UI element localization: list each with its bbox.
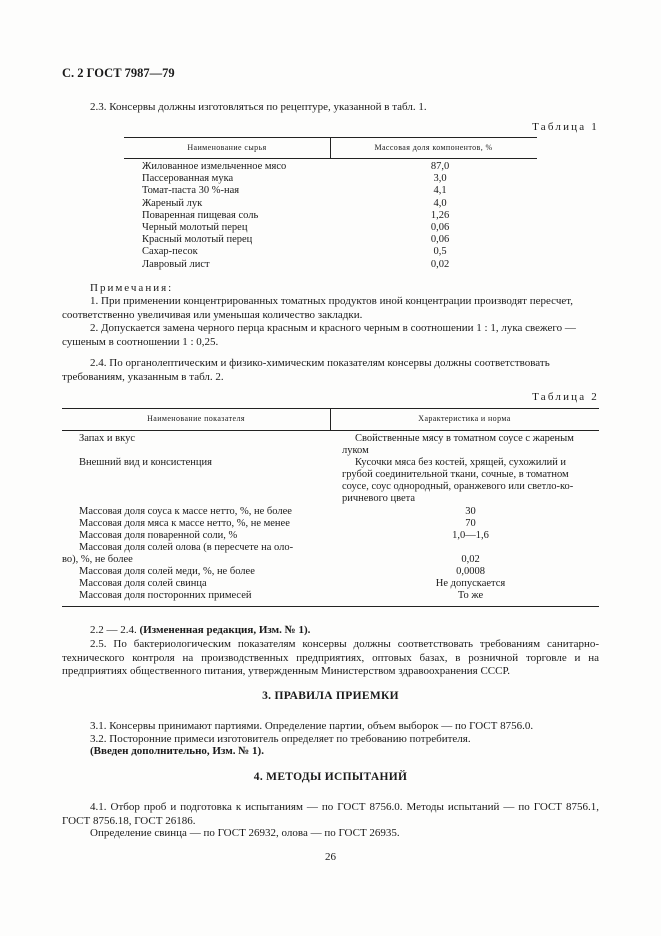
section-4-title: 4. МЕТОДЫ ИСПЫТАНИЙ <box>253 771 408 783</box>
table2-smell-name: Запах и вкус <box>79 433 136 444</box>
table1-col2-header: Массовая доля компонентов, % <box>374 143 493 152</box>
table2-look-line3: соусе, соус однородный, оранжевого или светло-ко- <box>342 481 574 492</box>
table1-row-value: 0,06 <box>430 234 450 246</box>
table1-header-rule <box>124 158 537 159</box>
table1-row-name: Поваренная пищевая соль <box>142 209 259 221</box>
note-1: 1. При применении концентрированных томатных продуктов иной концентрации производят пересчет, соответственно увеличивая или уменьшая количество закладки. <box>62 295 573 321</box>
amendment-1-prefix: 2.2 — 2.4. <box>90 624 140 636</box>
table2-header-rule <box>62 430 599 431</box>
table1-row-value: 0,06 <box>430 222 450 233</box>
table1-row-value: 87,0 <box>430 161 450 172</box>
table2-row5-value: 0,0008 <box>456 566 485 577</box>
table2-look-name: Внешний вид и консистенция <box>79 457 212 468</box>
table2-row3-value: 1,0—1,6 <box>452 530 489 541</box>
table1-row-name: Пассерованная мука <box>142 173 234 185</box>
table2-col2-header: Характеристика и норма <box>418 414 511 423</box>
paragraph-2-5: 2.5. По бактериологическим показателям консервы должны соответствовать требованиям санитарно-технического контроля на производственных предприятиях, оптовых базах, в розничной торговле и на предприятиях общественного питания, утвержденным Министерством здравоохранения СССР. <box>62 638 599 677</box>
table2-row7-value: То же <box>457 590 484 601</box>
table1-caption: Таблица 1 <box>532 121 599 133</box>
paragraph-lead-tin: Определение свинца — по ГОСТ 26932, олова — по ГОСТ 26935. <box>90 827 400 839</box>
notes-title: Примечания: <box>90 282 174 294</box>
page-number: 26 <box>325 851 336 863</box>
table2-smell-line1: Свойственные мясу в томатном соусе с жареным <box>355 433 574 444</box>
table1-row-value: 0,02 <box>430 258 450 270</box>
table2-row2-name: Массовая доля мяса к массе нетто, %, не менее <box>79 518 290 529</box>
table2-smell-line2: луком <box>342 445 369 456</box>
table2-look-line1: Кусочки мяса без костей, хрящей, сухожилий и <box>355 457 567 468</box>
amendment-1 <box>90 624 310 638</box>
table2-bottom-rule <box>62 606 599 607</box>
paragraph-4-1: 4.1. Отбор проб и подготовка к испытаниям — по ГОСТ 8756.0. Методы испытаний — по ГОСТ 8756.1, ГОСТ 8756.18, ГОСТ 26186. <box>62 801 599 827</box>
table1-row-value: 3,0 <box>433 173 447 185</box>
table2-row2-value: 70 <box>465 518 476 529</box>
table1-row-value: 1,26 <box>430 209 450 221</box>
paragraph-3-1: 3.1. Консервы принимают партиями. Определение партии, объем выборок — по ГОСТ 8756.0. <box>90 720 534 732</box>
table2-row4-line1: Массовая доля солей олова (в пересчете на оло- <box>79 542 294 553</box>
table1-col1-header: Наименование сырья <box>187 143 267 152</box>
table2-look-line4: ричневого цвета <box>342 493 416 504</box>
paragraph-3-2: 3.2. Посторонние примеси изготовитель определяет по требованию потребителя. <box>90 733 471 745</box>
table1-row-name: Черный молотый перец <box>142 222 248 233</box>
page-header: С. 2 ГОСТ 7987—79 <box>62 66 175 80</box>
table1-row-name: Лавровый лист <box>142 258 210 270</box>
table2-row6-value: Не допускается <box>435 578 506 589</box>
table1-row-value: 4,0 <box>433 197 447 209</box>
table2-row4-value: 0,02 <box>461 554 480 565</box>
section-3-title: 3. ПРАВИЛА ПРИЕМКИ <box>262 690 399 702</box>
table2-col1-header: Наименование показателя <box>147 414 245 423</box>
table2-row6-name: Массовая доля солей свинца <box>79 578 207 589</box>
table1-row-value: 4,1 <box>433 185 447 197</box>
table1-row-name: Жилованное измельченное мясо <box>142 161 287 172</box>
table1-row-name: Жареный лук <box>142 197 203 209</box>
table2-row5-name: Массовая доля солей меди, %, не более <box>79 566 255 577</box>
table1-row-name: Томат-паста 30 %-ная <box>142 185 240 197</box>
table2-row4-line2: во), %, не более <box>62 554 133 565</box>
paragraph-2-4: 2.4. По органолептическим и физико-химическим показателям консервы должны соответствовать требованиям, указанным в табл. 2. <box>62 357 550 383</box>
table2-row3-name: Массовая доля поваренной соли, % <box>79 530 238 541</box>
amendment-1-bold: (Измененная редакция, Изм. № 1). <box>139 624 311 636</box>
table1-row-name: Красный молотый перец <box>142 234 253 246</box>
table2-row1-value: 30 <box>465 506 476 517</box>
table2-caption: Таблица 2 <box>532 391 599 403</box>
table2-row7-name: Массовая доля посторонних примесей <box>79 590 252 601</box>
table1-row-value: 0,5 <box>433 246 447 258</box>
note-2: 2. Допускается замена черного перца красным и красного черным в соотношении 1 : 1, лука свежего — сушеным в соотношении 1 : 0,25. <box>62 322 576 348</box>
amendment-2: (Введен дополнительно, Изм. № 1). <box>90 745 264 757</box>
table1-row-name: Сахар-песок <box>142 246 198 258</box>
paragraph-2-3: 2.3. Консервы должны изготовляться по рецептуре, указанной в табл. 1. <box>90 101 427 113</box>
table2-row1-name: Массовая доля соуса к массе нетто, %, не более <box>79 506 292 517</box>
table2-look-line2: грубой соединительной ткани, сочные, в томатном <box>342 469 569 480</box>
